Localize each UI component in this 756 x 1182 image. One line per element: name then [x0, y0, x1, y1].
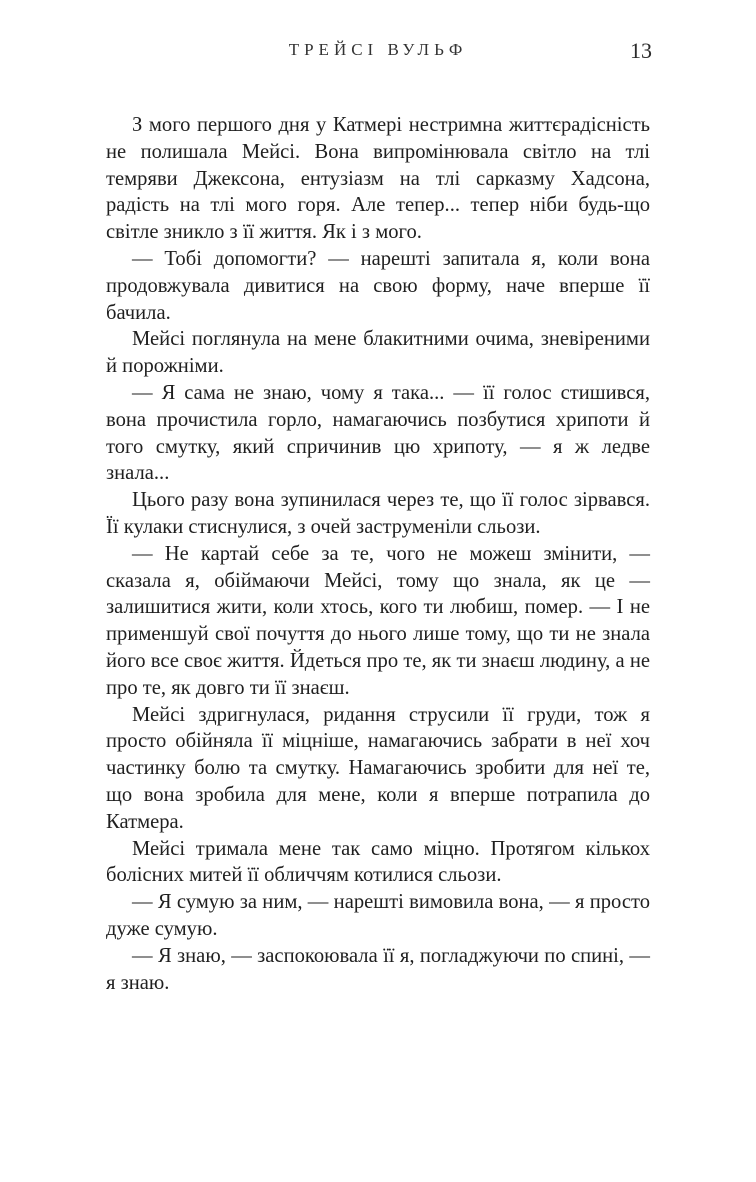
paragraph: — Не картай себе за те, чого не можеш змінити, — сказала я, обіймаючи Мейсі, тому що знала, як це — залишитися жити, коли хтось, кого ти любиш, помер. — І не применшуй свої почуття до нього лише тому, що ти не знала його все своє життя. Йдеться про те, як ти знаєш людину, а не про те, як довго ти її знаєш. [106, 542, 650, 699]
paragraph: Мейсі поглянула на мене блакитними очима, зневіреними й порожніми. [106, 328, 650, 378]
paragraph: З мого першого дня у Катмері нестримна життєрадісність не полишала Мейсі. Вона випромінювала світло на тлі темряви Джексона, ентузіазм на тлі сарказму Хадсона, радість на тлі мого горя. Але тепер... тепер ніби будь-що світле зникло з її життя. Як і з мого. [106, 114, 650, 244]
paragraph: — Я сумую за ним, — нарешті вимовила вона, — я просто дуже сумую. [106, 891, 650, 940]
paragraph: Цього разу вона зупинилася через те, що її голос зірвався. Її кулаки стиснулися, з очей заструменіли сльози. [106, 489, 650, 538]
paragraph: Мейсі здригнулася, ридання струсили її груди, тож я просто обійняла її міцніше, намагаючись забрати в неї хоч частинку болю та смутку. Намагаючись зробити для неї те, що вона зробила для мене, коли я вперше потрапила до Катмера. [106, 703, 650, 833]
paragraph: — Я знаю, — заспокоювала її я, погладжуючи по спині, — я знаю. [106, 944, 650, 994]
running-title: ТРЕЙСІ ВУЛЬФ [288, 40, 468, 59]
paragraph: — Тобі допомогти? — нарешті запитала я, коли вона продовжувала дивитися на свою форму, наче вперше її бачила. [106, 247, 650, 324]
paragraph: Мейсі тримала мене так само міцно. Протягом кількох болісних митей її обличчям котилися сльози. [106, 837, 650, 887]
text-body [106, 112, 650, 996]
paragraph: — Я сама не знаю, чому я така... — її голос стишився, вона прочистила горло, намагаючись позбутися хрипоти й того смутку, який спричинив цю хрипоту, — я ж ледве знала... [106, 381, 650, 485]
page-number: 13 [630, 38, 652, 63]
running-head [0, 38, 756, 68]
